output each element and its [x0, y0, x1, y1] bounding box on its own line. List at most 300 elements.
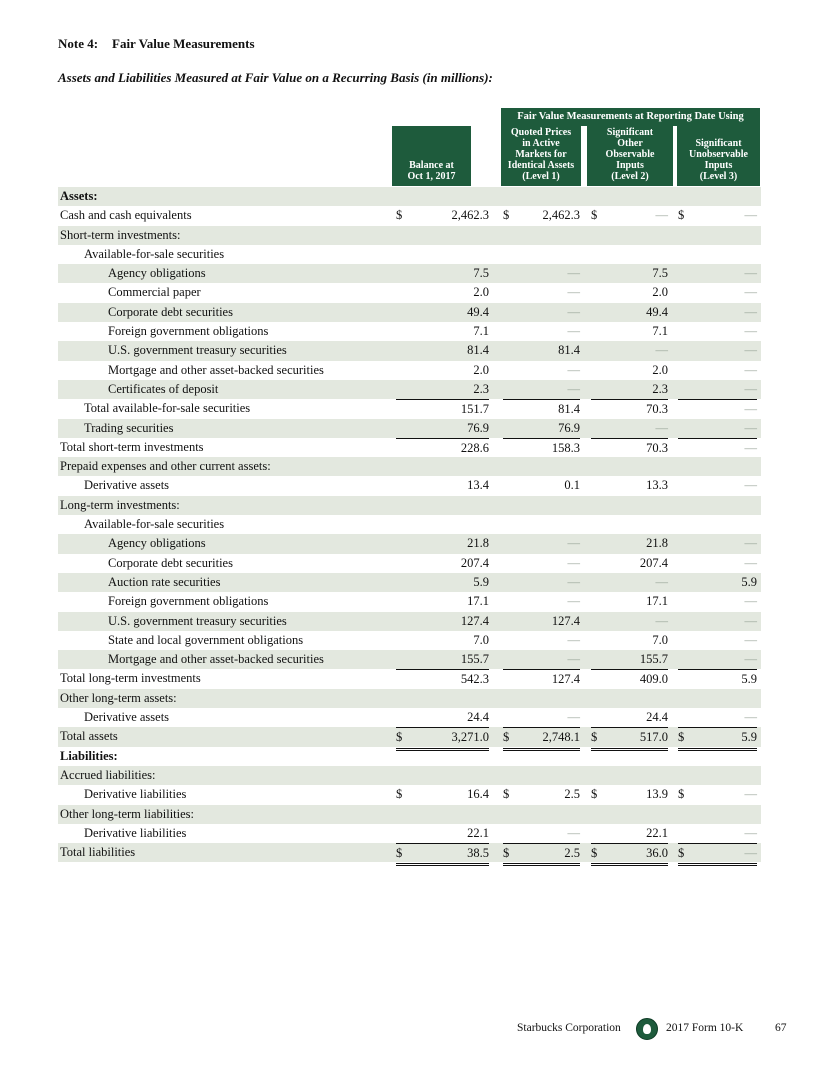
table-cell [678, 824, 757, 843]
cell-value: 16.4 [467, 787, 489, 802]
table-cell [591, 708, 668, 727]
table-row [58, 592, 761, 611]
table-row [58, 727, 761, 746]
table-cell [591, 399, 668, 419]
table-cell [591, 206, 668, 225]
column-header-line: Inputs [704, 160, 733, 171]
cell-value: — [744, 825, 757, 840]
cell-value: — [744, 285, 757, 300]
cell-value: 228.6 [460, 440, 489, 455]
table-row [58, 380, 761, 399]
table-cell [396, 824, 489, 843]
cell-value: — [744, 536, 757, 551]
column-header-line: Other [617, 138, 643, 149]
cell-value: 21.8 [646, 536, 668, 551]
table-cell [396, 283, 489, 302]
cell-value: 3,271.0 [451, 730, 489, 745]
row-label: Long-term investments: [60, 497, 180, 512]
cell-value: 542.3 [460, 672, 489, 687]
table-row [58, 438, 761, 457]
currency-symbol: $ [503, 730, 510, 745]
table-cell [591, 592, 668, 611]
column-header-line: Significant [606, 127, 654, 138]
table-cell [503, 419, 580, 438]
cell-value: — [655, 343, 668, 358]
table-cell [678, 341, 757, 360]
currency-symbol: $ [396, 730, 403, 745]
cell-value: 2,462.3 [451, 208, 489, 223]
table-cell [503, 669, 580, 689]
table-cell [503, 206, 580, 225]
table-cell [591, 824, 668, 843]
table-cell [678, 206, 757, 225]
cell-value: 127.4 [551, 613, 580, 628]
row-label: Agency obligations [108, 536, 206, 551]
currency-symbol: $ [503, 787, 510, 802]
currency-symbol: $ [678, 846, 685, 861]
table-cell [591, 419, 668, 438]
table-row [58, 283, 761, 302]
note-heading [58, 36, 255, 52]
row-label: Derivative assets [84, 478, 170, 493]
table-cell [591, 785, 668, 804]
cell-value: — [744, 304, 757, 319]
table-cell [678, 361, 757, 380]
table-cell [591, 438, 668, 458]
table-cell [396, 399, 489, 419]
table-row [58, 554, 761, 573]
table-cell [678, 669, 757, 689]
table-cell [503, 361, 580, 380]
currency-symbol: $ [591, 787, 598, 802]
cell-value: — [567, 825, 580, 840]
cell-value: 24.4 [646, 710, 668, 725]
cell-value: 409.0 [639, 672, 668, 687]
table-cell [503, 843, 580, 866]
table-cell [503, 650, 580, 669]
table-row [58, 322, 761, 341]
cell-value: — [744, 787, 757, 802]
table-cell [396, 612, 489, 631]
cell-value: — [744, 266, 757, 281]
table-cell [591, 322, 668, 341]
cell-value: — [744, 846, 757, 861]
level1-column-header [501, 126, 581, 186]
table-cell [503, 824, 580, 843]
table-cell [678, 438, 757, 458]
table-cell [678, 476, 757, 495]
table-cell [678, 399, 757, 419]
cell-value: 155.7 [639, 652, 668, 667]
table-cell [503, 534, 580, 553]
row-label: Prepaid expenses and other current assets: [60, 459, 271, 474]
row-label: Mortgage and other asset-backed securities [108, 652, 324, 667]
cell-value: 13.4 [467, 478, 489, 493]
table-cell [678, 419, 757, 438]
cell-value: — [567, 304, 580, 319]
column-header-line: Observable [605, 149, 655, 160]
table-cell [503, 399, 580, 419]
cell-value: 81.4 [558, 343, 580, 358]
currency-symbol: $ [591, 846, 598, 861]
column-header-line: Markets for [515, 149, 567, 160]
cell-value: 81.4 [558, 402, 580, 417]
table-cell [591, 631, 668, 650]
row-label: U.S. government treasury securities [108, 613, 287, 628]
cell-value: 7.5 [652, 266, 668, 281]
cell-value: 2,462.3 [542, 208, 580, 223]
table-cell [678, 708, 757, 727]
note-title: Fair Value Measurements [112, 36, 255, 51]
cell-value: 155.7 [460, 652, 489, 667]
cell-value: — [655, 420, 668, 435]
table-row [58, 361, 761, 380]
table-row [58, 747, 761, 766]
cell-value: 2.3 [652, 381, 668, 396]
row-label: Other long-term liabilities: [60, 806, 194, 821]
column-header-line: Balance at [409, 160, 454, 171]
cell-value: — [655, 574, 668, 589]
fair-value-table [58, 187, 761, 862]
cell-value: 517.0 [639, 730, 668, 745]
table-cell [396, 573, 489, 592]
cell-value: — [744, 440, 757, 455]
currency-symbol: $ [591, 730, 598, 745]
table-row [58, 766, 761, 785]
row-label: Derivative liabilities [84, 787, 187, 802]
cell-value: — [744, 632, 757, 647]
table-cell [503, 592, 580, 611]
row-label: Trading securities [84, 420, 174, 435]
row-label: Certificates of deposit [108, 381, 219, 396]
column-header-line: Inputs [616, 160, 644, 171]
table-cell [678, 650, 757, 669]
currency-symbol: $ [396, 846, 403, 861]
table-cell [396, 419, 489, 438]
table-cell [591, 669, 668, 689]
cell-value: — [744, 652, 757, 667]
table-row [58, 476, 761, 495]
table-cell [503, 283, 580, 302]
cell-value: 70.3 [646, 402, 668, 417]
cell-value: 81.4 [467, 343, 489, 358]
row-label: State and local government obligations [108, 632, 304, 647]
currency-symbol: $ [503, 208, 510, 223]
cell-value: 38.5 [467, 846, 489, 861]
table-row [58, 785, 761, 804]
table-cell [503, 341, 580, 360]
cell-value: — [744, 555, 757, 570]
table-cell [396, 438, 489, 458]
table-row [58, 669, 761, 688]
table-cell [591, 573, 668, 592]
table-row [58, 245, 761, 264]
table-cell [591, 476, 668, 495]
currency-symbol: $ [678, 730, 685, 745]
row-label: Total long-term investments [60, 671, 201, 686]
cell-value: — [567, 574, 580, 589]
cell-value: 2.3 [473, 381, 489, 396]
row-label: Liabilities: [60, 748, 118, 763]
table-cell [396, 534, 489, 553]
note-number: Note 4: [58, 36, 99, 51]
table-cell [591, 303, 668, 322]
table-cell [591, 341, 668, 360]
column-header-line: (Level 1) [522, 171, 560, 182]
row-label: Assets: [60, 189, 98, 203]
cell-value: 2,748.1 [542, 730, 580, 745]
table-cell [678, 573, 757, 592]
table-row [58, 496, 761, 515]
cell-value: 207.4 [460, 555, 489, 570]
table-cell [396, 303, 489, 322]
row-label: Foreign government obligations [108, 594, 269, 609]
table-cell [396, 650, 489, 669]
balance-column-header [392, 126, 471, 186]
table-cell [678, 380, 757, 399]
table-cell [503, 438, 580, 458]
table-row [58, 457, 761, 476]
cell-value: — [567, 266, 580, 281]
table-row [58, 824, 761, 843]
row-label: Auction rate securities [108, 574, 221, 589]
cell-value: — [744, 613, 757, 628]
table-cell [678, 534, 757, 553]
cell-value: — [567, 285, 580, 300]
cell-value: 2.0 [473, 362, 489, 377]
cell-value: 127.4 [460, 613, 489, 628]
table-cell [678, 264, 757, 283]
cell-value: 158.3 [551, 440, 580, 455]
table-cell [678, 785, 757, 804]
cell-value: 36.0 [646, 846, 668, 861]
table-cell [503, 554, 580, 573]
cell-value: 7.0 [473, 632, 489, 647]
table-cell [591, 554, 668, 573]
table-cell [503, 785, 580, 804]
page-number: 67 [775, 1022, 787, 1034]
row-label: Total short-term investments [60, 439, 204, 454]
table-cell [503, 303, 580, 322]
cell-value: 7.0 [652, 632, 668, 647]
table-row [58, 612, 761, 631]
fair-value-group-header: Fair Value Measurements at Reporting Date Using [501, 108, 760, 126]
row-label: Derivative liabilities [84, 825, 187, 840]
cell-value: 151.7 [460, 402, 489, 417]
table-cell [678, 592, 757, 611]
cell-value: 22.1 [467, 825, 489, 840]
cell-value: — [567, 324, 580, 339]
row-label: Foreign government obligations [108, 324, 269, 339]
level2-column-header [587, 126, 673, 186]
row-label: Short-term investments: [60, 227, 181, 242]
table-cell [503, 380, 580, 399]
table-cell [591, 612, 668, 631]
footer-company: Starbucks Corporation [517, 1022, 621, 1034]
table-row [58, 226, 761, 245]
table-cell [396, 476, 489, 495]
column-header-line: in Active [522, 138, 560, 149]
cell-value: 22.1 [646, 825, 668, 840]
table-cell [396, 380, 489, 399]
cell-value: 0.1 [564, 478, 580, 493]
table-cell [396, 341, 489, 360]
cell-value: — [744, 710, 757, 725]
table-row [58, 399, 761, 418]
column-header-line: Quoted Prices [510, 127, 572, 138]
cell-value: 5.9 [741, 672, 757, 687]
cell-value: — [744, 402, 757, 417]
currency-symbol: $ [678, 208, 685, 223]
cell-value: 7.5 [473, 266, 489, 281]
cell-value: 17.1 [467, 594, 489, 609]
table-cell [396, 669, 489, 689]
row-label: U.S. government treasury securities [108, 343, 287, 358]
row-label: Corporate debt securities [108, 304, 233, 319]
cell-value: — [567, 381, 580, 396]
table-row [58, 534, 761, 553]
table-row [58, 419, 761, 438]
cell-value: — [744, 362, 757, 377]
table-cell [503, 708, 580, 727]
cell-value: — [567, 555, 580, 570]
cell-value: — [655, 208, 668, 223]
cell-value: 5.9 [741, 574, 757, 589]
cell-value: 2.0 [473, 285, 489, 300]
row-label: Other long-term assets: [60, 690, 177, 705]
row-label: Agency obligations [108, 266, 206, 281]
table-row [58, 206, 761, 225]
footer-form: 2017 Form 10-K [666, 1022, 744, 1034]
table-cell [396, 554, 489, 573]
cell-value: 5.9 [473, 574, 489, 589]
column-header-line: Significant [695, 138, 742, 149]
row-label: Available-for-sale securities [84, 517, 225, 532]
currency-symbol: $ [396, 787, 403, 802]
column-header-line: (Level 3) [699, 171, 738, 182]
currency-symbol: $ [678, 787, 685, 802]
column-header-line: Oct 1, 2017 [407, 171, 456, 182]
table-row [58, 631, 761, 650]
table-cell [591, 380, 668, 399]
table-cell [678, 303, 757, 322]
cell-value: — [744, 381, 757, 396]
row-label: Commercial paper [108, 285, 201, 300]
cell-value: 13.3 [646, 478, 668, 493]
table-cell [591, 264, 668, 283]
table-cell [396, 322, 489, 341]
cell-value: — [744, 420, 757, 435]
row-label: Derivative assets [84, 710, 170, 725]
cell-value: 49.4 [467, 304, 489, 319]
table-cell [591, 534, 668, 553]
cell-value: 2.0 [652, 285, 668, 300]
cell-value: 21.8 [467, 536, 489, 551]
cell-value: — [567, 652, 580, 667]
row-label: Available-for-sale securities [84, 246, 225, 261]
row-label: Total available-for-sale securities [84, 401, 251, 416]
cell-value: — [567, 594, 580, 609]
cell-value: 70.3 [646, 440, 668, 455]
table-cell [396, 785, 489, 804]
cell-value: — [655, 613, 668, 628]
table-cell [503, 631, 580, 650]
table-row [58, 689, 761, 708]
cell-value: 13.9 [646, 787, 668, 802]
cell-value: — [744, 324, 757, 339]
table-cell [396, 264, 489, 283]
table-cell [678, 554, 757, 573]
table-cell [591, 650, 668, 669]
cell-value: 7.1 [473, 324, 489, 339]
cell-value: 49.4 [646, 304, 668, 319]
table-row [58, 341, 761, 360]
level3-column-header [677, 126, 760, 186]
cell-value: — [744, 208, 757, 223]
currency-symbol: $ [396, 208, 403, 223]
table-cell [678, 612, 757, 631]
table-cell [396, 708, 489, 727]
table-cell [591, 843, 668, 866]
table-cell [678, 283, 757, 302]
table-cell [678, 843, 757, 866]
row-label: Total liabilities [60, 845, 136, 860]
cell-value: — [744, 594, 757, 609]
row-label: Corporate debt securities [108, 555, 233, 570]
row-label: Accrued liabilities: [60, 767, 156, 782]
cell-value: 76.9 [558, 420, 580, 435]
starbucks-logo-icon [636, 1018, 658, 1040]
cell-value: — [744, 343, 757, 358]
cell-value: 2.5 [564, 846, 580, 861]
table-row [58, 708, 761, 727]
table-row [58, 573, 761, 592]
table-row [58, 805, 761, 824]
table-cell [503, 476, 580, 495]
table-cell [591, 283, 668, 302]
table-row [58, 187, 761, 206]
table-cell [591, 361, 668, 380]
cell-value: — [744, 478, 757, 493]
table-cell [396, 631, 489, 650]
table-cell [396, 592, 489, 611]
column-header-line: (Level 2) [611, 171, 649, 182]
table-row [58, 843, 761, 862]
cell-value: — [567, 632, 580, 647]
cell-value: 5.9 [741, 730, 757, 745]
cell-value: 127.4 [551, 672, 580, 687]
cell-value: 207.4 [639, 555, 668, 570]
row-label: Mortgage and other asset-backed securities [108, 362, 324, 377]
table-cell [678, 631, 757, 650]
currency-symbol: $ [503, 846, 510, 861]
cell-value: 17.1 [646, 594, 668, 609]
table-subtitle: Assets and Liabilities Measured at Fair Value on a Recurring Basis (in millions): [58, 70, 493, 85]
column-header-line: Identical Assets [507, 160, 575, 171]
column-header-line: Unobservable [689, 149, 748, 160]
row-label: Total assets [60, 729, 118, 744]
cell-value: 2.0 [652, 362, 668, 377]
table-cell [678, 322, 757, 341]
table-row [58, 264, 761, 283]
cell-value: — [567, 362, 580, 377]
currency-symbol: $ [591, 208, 598, 223]
table-cell [503, 264, 580, 283]
table-row [58, 515, 761, 534]
cell-value: — [567, 710, 580, 725]
cell-value: — [567, 536, 580, 551]
cell-value: 2.5 [564, 787, 580, 802]
